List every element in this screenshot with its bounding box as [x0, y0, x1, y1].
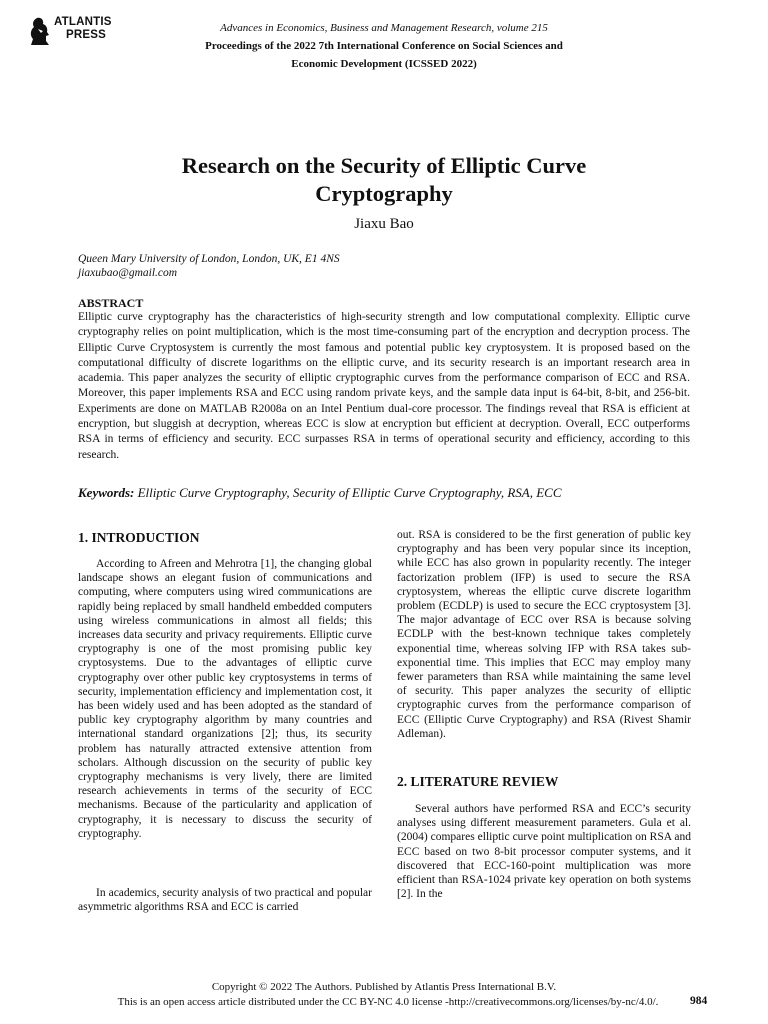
footer-copyright: Copyright © 2022 The Authors. Published by Atlantis Press International B.V.: [211, 981, 557, 993]
introduction-paragraph-1: According to Afreen and Mehrotra [1], the changing global landscape shows an elegant fusion of communications and computing, where computers using wired communications are rapidly being replaced by small handheld embedded computers using wireless communications in almost all fields; this increases data security and privacy requirements. Elliptic curve cryptography is one of the most promising public key cryptosystems. Due to the advantages of elliptic curve cryptography over other public key cryptosystems in terms of security, implementation efficiency and implementation cost, it has been widely used and has been adopted as the standard of public key cryptography algorithm by many countries and international standard organizations [2]; thus, its security problem has naturally attracted extensive attention from scholars. Although discussion on the security of public key cryptography mechanisms is very lively, there are limited research achievements in terms of the security of ECC mechanisms. Because of the particularity and application of cryptography, it is necessary to discuss the security of cryptography.: [78, 558, 372, 840]
logo-text-press: PRESS: [66, 28, 106, 41]
series-line: Advances in Economics, Business and Management Research, volume 215: [220, 22, 548, 34]
publisher-logo: [28, 14, 128, 46]
proceedings-line-1: Proceedings of the 2022 7th International Conference on Social Sciences and: [205, 40, 563, 52]
page-number: 984: [690, 995, 708, 1007]
logo-text-atlantis: ATLANTIS: [54, 16, 112, 28]
abstract-heading: ABSTRACT: [78, 296, 144, 310]
paper-title-line-2: Cryptography: [315, 181, 453, 206]
author-email: jiaxubao@gmail.com: [78, 267, 178, 279]
keywords-label: Keywords:: [78, 485, 135, 500]
literature-review-paragraph-1: Several authors have performed RSA and ECC’s security analyses using different measurement parameters. Gula et al. (2004) compares elliptic curve point multiplication on RSA and ECC based on two 8-bit processor computer systems, and it discovered that ECC-160-point multiplication was more efficient than RSA-1024 private key operation on both systems [2]. In the: [397, 803, 691, 901]
section-heading-introduction: 1. INTRODUCTION: [78, 530, 200, 545]
introduction-paragraph-2: In academics, security analysis of two practical and popular asymmetric algorithms RSA and ECC is carried: [78, 887, 372, 914]
thinker-logo-icon: [28, 16, 50, 46]
author-name: Jiaxu Bao: [354, 216, 414, 232]
introduction-paragraph-continued: out. RSA is considered to be the first generation of public key cryptography and has been very popular since its inception, while ECC has also grown in popularity recently. The integer factorization problem (IFP) is used to secure the RSA cryptosystem, whereas the elliptic curve discrete logarithm problem (ECDLP) is used to secure the ECC cryptosystem [3]. The major advantage of ECC over RSA is because solving ECDLP with the best-known technique takes completely exponential time, whereas solving IFP with RSA takes sub-exponential time. This implies that ECC may employ many fewer parameters than RSA while maintaining the same level of security. This paper analyzes the security of elliptic cryptographic curves from the performance comparison of ECC (Elliptic Curve Cryptography) and RSA (Rivest Shamir Adleman).: [397, 529, 691, 740]
footer-license: This is an open access article distributed under the CC BY-NC 4.0 license -http://creativecommons.org/licenses/by-nc/4.0/.: [117, 996, 659, 1008]
section-heading-literature-review: 2. LITERATURE REVIEW: [397, 774, 559, 789]
keywords: [78, 485, 698, 501]
abstract-text: Elliptic curve cryptography has the characteristics of high-security strength and low computational complexity. Elliptic curve cryptography relies on point multiplication, which is the most time-consuming part of the encryption and decryption process. The Elliptic Curve Cryptosystem is currently the most famous and potential public key cryptosystem. It is proposed based on the computational difficulty of discrete logarithms on the elliptic curve, and its security research is an important research area in academia. This paper analyzes the security of elliptic cryptographic curves from the performance comparison of ECC and RSA. Moreover, this paper implements RSA and ECC using random private keys, and the sample data input is 64-bit, 8-bit, and 256-bit. Experiments are done on MATLAB R2008a on an Intel Pentium dual-core processor. The findings reveal that RSA is efficient at encryption, but sluggish at decryption, whereas ECC is slow at encryption but efficient at decryption. Overall, ECC outperforms RSA in terms of efficiency and security. ECC surpasses RSA in terms of operational security and efficiency, according to this research.: [78, 311, 690, 461]
paper-title-line-1: Research on the Security of Elliptic Curve: [181, 153, 587, 178]
proceedings-line-2: Economic Development (ICSSED 2022): [291, 58, 477, 70]
affiliation: Queen Mary University of London, London, UK, E1 4NS: [78, 253, 340, 265]
keywords-text: Elliptic Curve Cryptography, Security of Elliptic Curve Cryptography, RSA, ECC: [137, 485, 562, 500]
paper-title: [60, 152, 708, 208]
